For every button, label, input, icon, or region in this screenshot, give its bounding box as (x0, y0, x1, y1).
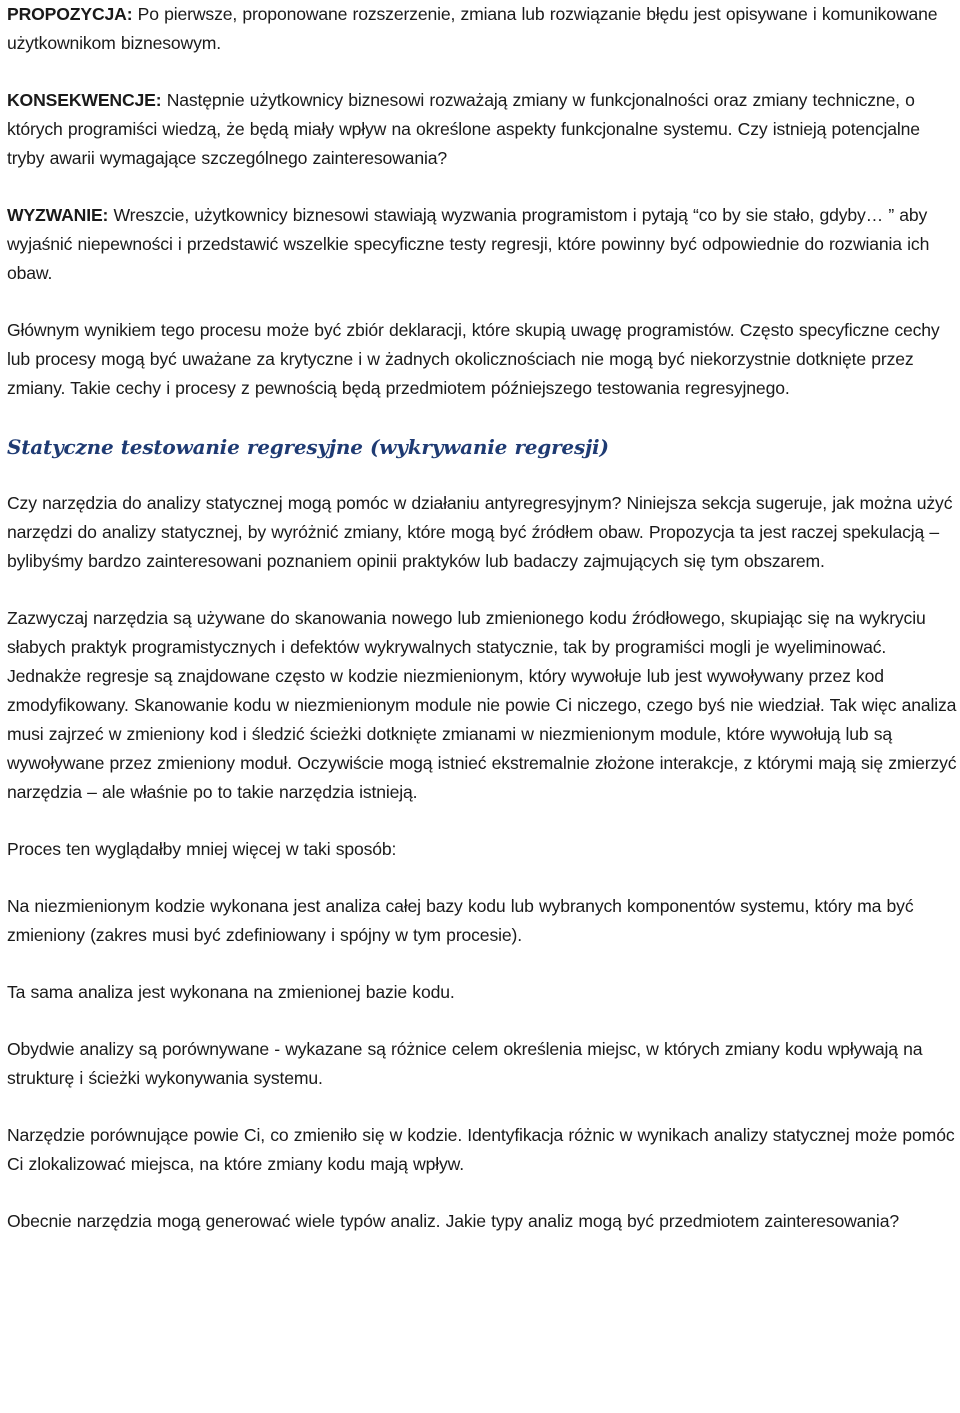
konsekwencje-label: KONSEKWENCJE: (7, 90, 162, 110)
body-paragraph: Ta sama analiza jest wykonana na zmienionej bazie kodu. (7, 982, 455, 1002)
propozycja-paragraph (7, 0, 957, 58)
propozycja-text: Po pierwsze, proponowane rozszerzenie, zmiana lub rozwiązanie błędu jest opisywane i komunikowane użytkownikom biznesowym. (7, 4, 938, 53)
propozycja-label: PROPOZYCJA: (7, 4, 133, 24)
wyzwanie-label: WYZWANIE: (7, 205, 109, 225)
section-heading: Statyczne testowanie regresyjne (wykrywanie regresji) (7, 435, 609, 459)
body-paragraph: Narzędzie porównujące powie Ci, co zmieniło się w kodzie. Identyfikacja różnic w wynikach analizy statycznej może pomóc Ci zlokalizować miejsca, na które zmiany kodu mają wpływ. (7, 1125, 955, 1174)
wyzwanie-text: Wreszcie, użytkownicy biznesowi stawiają wyzwania programistom i pytają “co by sie stało, gdyby… ” aby wyjaśnić niepewności i przedstawić wszelkie specyficzne testy regresji, które powinny być odpowiednie do rozwiania ich obaw. (7, 205, 930, 283)
body-paragraph: Obydwie analizy są porównywane - wykazane są różnice celem określenia miejsc, w których zmiany kodu wpływają na strukturę i ścieżki wykonywania systemu. (7, 1039, 923, 1088)
body-paragraph: Proces ten wyglądałby mniej więcej w taki sposób: (7, 839, 397, 859)
body-paragraph: Obecnie narzędzia mogą generować wiele typów analiz. Jakie typy analiz mogą być przedmiotem zainteresowania? (7, 1211, 899, 1231)
wyzwanie-paragraph (7, 201, 957, 288)
konsekwencje-text: Następnie użytkownicy biznesowi rozważają zmiany w funkcjonalności oraz zmiany techniczne, o których programiści wiedzą, że będą miały wpływ na określone aspekty funkcjonalne systemu. Czy istnieją potencjalne tryby awarii wymagające szczególnego zainteresowania? (7, 90, 920, 168)
body-paragraph: Na niezmienionym kodzie wykonana jest analiza całej bazy kodu lub wybranych komponentów systemu, który ma być zmieniony (zakres musi być zdefiniowany i spójny w tym procesie). (7, 896, 914, 945)
document-page (7, 0, 957, 1236)
body-paragraph: Zazwyczaj narzędzia są używane do skanowania nowego lub zmienionego kodu źródłowego, skupiając się na wykryciu słabych praktyk programistycznych i defektów wykrywalnych statycznie, tak by programiści mogli je wyeliminować. Jednakże regresje są znajdowane często w kodzie niezmienionym, który wywołuje lub jest wywoływany przez kod zmodyfikowany. Skanowanie kodu w niezmienionym module nie powie Ci niczego, czego byś nie wiedział. Tak więc analiza musi zajrzeć w zmieniony kod i śledzić ścieżki dotknięte zmianami w niezmienionym module, które wywołują lub są wywoływane przez zmieniony moduł. Oczywiście mogą istnieć ekstremalnie złożone interakcje, z którymi mają się zmierzyć narzędzia – ale właśnie po to takie narzędzia istnieją. (7, 608, 957, 802)
body-paragraph: Czy narzędzia do analizy statycznej mogą pomóc w działaniu antyregresyjnym? Niniejsza sekcja sugeruje, jak można użyć narzędzi do analizy statycznej, by wyróżnić zmiany, które mogą być źródłem obaw. Propozycja ta jest raczej spekulacją – bylibyśmy bardzo zainteresowani poznaniem opinii praktyków lub badaczy zajmujących się tym obszarem. (7, 493, 953, 571)
summary-paragraph: Głównym wynikiem tego procesu może być zbiór deklaracji, które skupią uwagę programistów. Często specyficzne cechy lub procesy mogą być uważane za krytyczne i w żadnych okolicznościach nie mogą być niekorzystnie dotknięte przez zmiany. Takie cechy i procesy z pewnością będą przedmiotem późniejszego testowania regresyjnego. (7, 320, 940, 398)
konsekwencje-paragraph (7, 86, 957, 173)
